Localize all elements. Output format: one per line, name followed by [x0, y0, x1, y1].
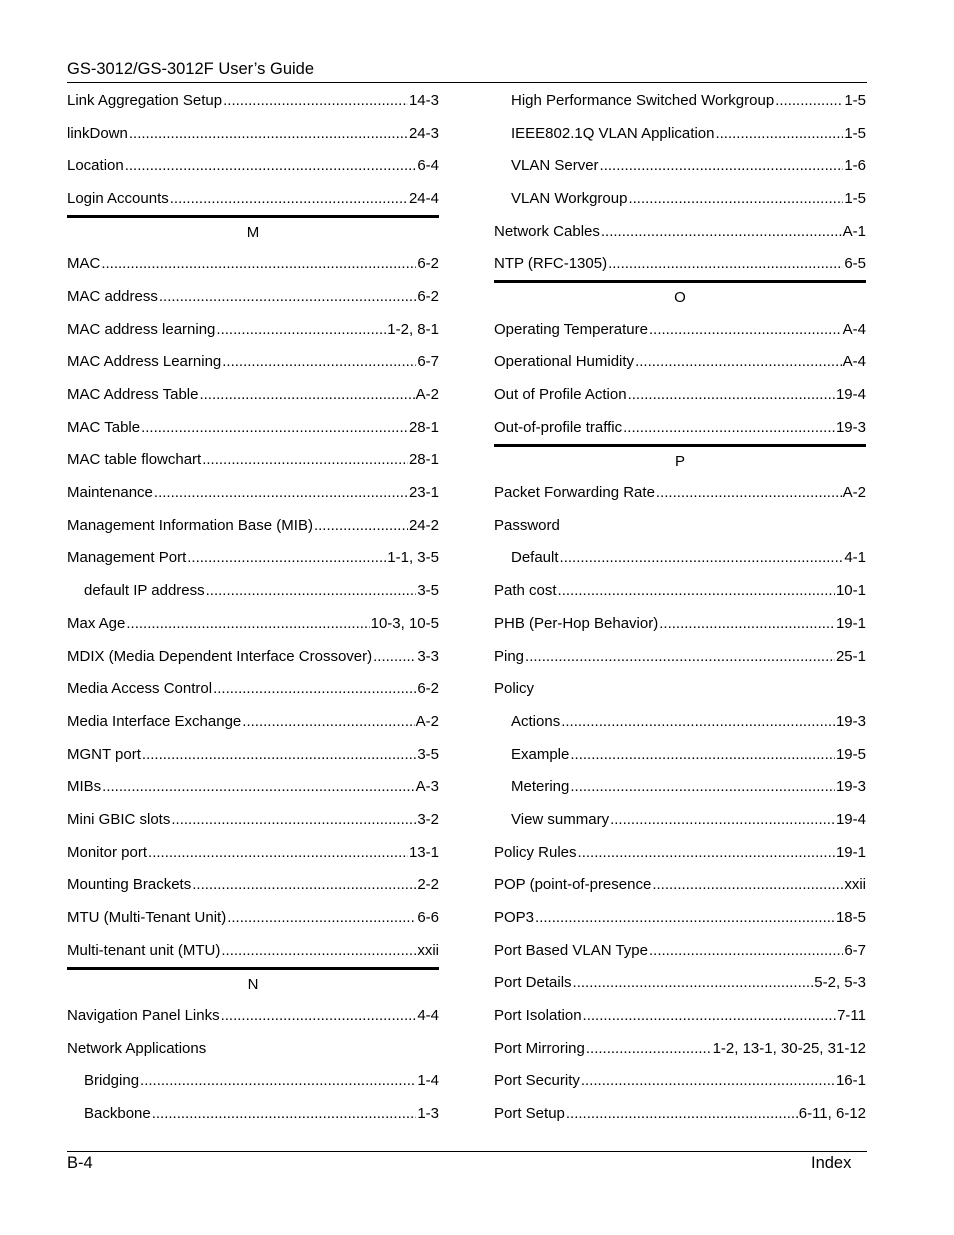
index-term: Maintenance: [67, 484, 153, 502]
index-term: PHB (Per-Hop Behavior): [494, 614, 659, 632]
dot-leader: [101, 255, 416, 272]
index-entry: [67, 672, 439, 705]
dot-leader: [125, 157, 417, 174]
index-entry: [67, 607, 439, 640]
dot-leader: [159, 288, 416, 305]
index-term: Management Port: [67, 549, 187, 567]
index-term: Link Aggregation Setup: [67, 91, 223, 109]
dot-leader: [652, 876, 843, 893]
index-page-reference: 1-6: [844, 157, 866, 175]
index-page-reference: 24-4: [408, 189, 439, 207]
index-subentry: [494, 182, 866, 215]
index-term: Policy Rules: [494, 843, 577, 861]
index-page-reference: 6-4: [417, 157, 439, 175]
index-term: VLAN Server: [511, 157, 599, 175]
index-entry: [67, 280, 439, 313]
dot-leader: [170, 190, 408, 207]
index-letter-heading: N: [67, 967, 439, 1000]
dot-leader: [171, 811, 416, 828]
index-page-reference: A-2: [415, 386, 439, 404]
dot-leader: [152, 1105, 417, 1122]
index-entry: [67, 84, 439, 117]
index-entry: [494, 215, 866, 248]
index-page-reference: A-2: [415, 712, 439, 730]
index-entry: [67, 901, 439, 934]
index-entry: [67, 411, 439, 444]
index-entry: [494, 1032, 866, 1065]
dot-leader: [608, 255, 843, 272]
dot-leader: [373, 648, 416, 665]
dot-leader: [154, 484, 408, 501]
index-page-reference: xxii: [417, 941, 439, 959]
index-page-reference: 6-6: [417, 909, 439, 927]
index-entry: [494, 836, 866, 869]
dot-leader: [628, 386, 835, 403]
index-term: Media Interface Exchange: [67, 712, 242, 730]
index-subentry: [494, 84, 866, 117]
index-term: MAC Address Learning: [67, 353, 222, 371]
index-subentry: [67, 1065, 439, 1098]
dot-leader: [628, 190, 843, 207]
index-term: Port Details: [494, 974, 572, 992]
index-term: MGNT port: [67, 745, 141, 763]
index-term: Out-of-profile traffic: [494, 418, 623, 436]
index-page-reference: 1-5: [844, 124, 866, 142]
dot-leader: [558, 582, 835, 599]
index-page-reference: 19-3: [835, 778, 866, 796]
index-letter-heading: P: [494, 444, 866, 477]
index-entry: [494, 967, 866, 1000]
index-page-reference: 1-3: [417, 1105, 439, 1123]
index-term: MDIX (Media Dependent Interface Crossover): [67, 647, 373, 665]
index-entry: [494, 346, 866, 379]
dot-leader: [525, 648, 835, 665]
index-entry: [67, 444, 439, 477]
index-entry: [494, 1097, 866, 1130]
dot-leader: [656, 484, 842, 501]
index-term: IEEE802.1Q VLAN Application: [511, 124, 715, 142]
index-entry: [67, 869, 439, 902]
index-column-left: [67, 84, 439, 1130]
index-term: Backbone: [84, 1105, 151, 1123]
index-subentry: [494, 149, 866, 182]
dot-leader: [221, 942, 416, 959]
index-page-reference: 1-4: [417, 1072, 439, 1090]
index-entry: [67, 247, 439, 280]
index-entry: [67, 999, 439, 1032]
index-term: Out of Profile Action: [494, 386, 627, 404]
index-term: Port Based VLAN Type: [494, 941, 648, 959]
index-subentry: [494, 542, 866, 575]
index-page-reference: 4-1: [844, 549, 866, 567]
index-term: MAC: [67, 255, 101, 273]
dot-leader: [775, 92, 843, 109]
index-entry: [494, 901, 866, 934]
index-term: Max Age: [67, 614, 126, 632]
index-term: Navigation Panel Links: [67, 1007, 220, 1025]
dot-leader: [242, 713, 414, 730]
index-term: NTP (RFC-1305): [494, 255, 608, 273]
index-page-reference: 3-3: [417, 647, 439, 665]
index-page-reference: 16-1: [835, 1072, 866, 1090]
index-entry: [67, 803, 439, 836]
index-page-reference: 7-11: [837, 1007, 866, 1025]
dot-leader: [222, 353, 416, 370]
index-entry: [494, 247, 866, 280]
index-entry: [494, 934, 866, 967]
dot-leader: [578, 844, 835, 861]
dot-leader: [586, 1040, 712, 1057]
index-page-reference: 10-3, 10-5: [370, 614, 439, 632]
index-term: Password: [494, 516, 560, 534]
index-entry: [67, 313, 439, 346]
index-entry: [67, 476, 439, 509]
index-entry: [67, 705, 439, 738]
dot-leader: [148, 844, 408, 861]
index-page-reference: 1-5: [844, 91, 866, 109]
index-entry: [494, 378, 866, 411]
index-term: Network Applications: [67, 1039, 207, 1057]
dot-leader: [560, 549, 844, 566]
index-page-reference: 6-7: [417, 353, 439, 371]
index-term: Ping: [494, 647, 525, 665]
index-letter-heading: M: [67, 215, 439, 248]
index-term: Path cost: [494, 582, 557, 600]
index-letter-heading: O: [494, 280, 866, 313]
dot-leader: [102, 778, 414, 795]
index-page-reference: 3-5: [417, 745, 439, 763]
footer-rule: [67, 1151, 867, 1152]
index-term: MAC Address Table: [67, 386, 199, 404]
index-page-reference: 4-4: [417, 1007, 439, 1025]
index-entry: [67, 738, 439, 771]
index-entry: [494, 869, 866, 902]
index-page-reference: 2-2: [417, 876, 439, 894]
index-entry: [67, 378, 439, 411]
index-subentry: [494, 803, 866, 836]
dot-leader: [601, 223, 842, 240]
dot-leader: [187, 549, 386, 566]
dot-leader: [561, 713, 835, 730]
index-page-reference: 1-1, 3-5: [387, 549, 439, 567]
index-subentry: [494, 705, 866, 738]
index-term: MAC table flowchart: [67, 451, 202, 469]
dot-leader: [142, 746, 416, 763]
index-entry: [67, 836, 439, 869]
dot-leader: [570, 778, 835, 795]
index-entry: [67, 509, 439, 542]
dot-leader: [126, 615, 369, 632]
index-term: Port Isolation: [494, 1007, 582, 1025]
dot-leader: [715, 125, 843, 142]
index-entry: [67, 117, 439, 150]
index-term: Multi-tenant unit (MTU): [67, 941, 221, 959]
index-term: Port Setup: [494, 1105, 565, 1123]
index-term: Bridging: [84, 1072, 140, 1090]
index-term: linkDown: [67, 124, 128, 142]
dot-leader: [314, 517, 408, 534]
dot-leader: [600, 157, 844, 174]
index-page-reference: 18-5: [835, 909, 866, 927]
index-subentry: [494, 770, 866, 803]
index-page-reference: 28-1: [408, 451, 439, 469]
dot-leader: [581, 1072, 835, 1089]
index-term: Monitor port: [67, 843, 148, 861]
index-entry: [494, 999, 866, 1032]
index-subentry: [494, 117, 866, 150]
dot-leader: [129, 125, 408, 142]
index-entry: [494, 476, 866, 509]
index-page-reference: 6-2: [417, 255, 439, 273]
index-page-reference: xxii: [844, 876, 866, 894]
index-term: MIBs: [67, 778, 102, 796]
index-entry: [494, 672, 866, 705]
index-subentry: [494, 738, 866, 771]
index-page-reference: A-2: [842, 484, 866, 502]
index-page-reference: 6-2: [417, 287, 439, 305]
page-number: B-4: [67, 1154, 93, 1172]
index-page-reference: 28-1: [408, 418, 439, 436]
dot-leader: [649, 321, 842, 338]
index-term: High Performance Switched Workgroup: [511, 91, 775, 109]
index-page-reference: 19-5: [835, 745, 866, 763]
document-title: GS-3012/GS-3012F User’s Guide: [67, 60, 315, 78]
index-page-reference: 3-5: [417, 582, 439, 600]
index-term: Metering: [511, 778, 570, 796]
index-term: Port Mirroring: [494, 1039, 585, 1057]
index-page-reference: A-4: [842, 320, 866, 338]
index-entry: [67, 182, 439, 215]
index-term: MAC Table: [67, 418, 141, 436]
index-entry: [67, 1032, 439, 1065]
index-page-reference: 25-1: [835, 647, 866, 665]
dot-leader: [649, 942, 843, 959]
index-entry: [67, 542, 439, 575]
index-page-reference: 24-3: [408, 124, 439, 142]
index-page-reference: A-4: [842, 353, 866, 371]
dot-leader: [535, 909, 835, 926]
index-page-reference: 1-2, 13-1, 30-25, 31-12: [712, 1039, 866, 1057]
index-term: Operational Humidity: [494, 353, 635, 371]
index-term: Actions: [511, 712, 561, 730]
index-term: Management Information Base (MIB): [67, 516, 313, 534]
dot-leader: [223, 92, 408, 109]
index-term: Mini GBIC slots: [67, 810, 171, 828]
index-entry: [67, 770, 439, 803]
index-page-reference: 19-1: [835, 843, 866, 861]
index-entry: [494, 411, 866, 444]
index-term: Location: [67, 157, 124, 175]
dot-leader: [202, 451, 408, 468]
dot-leader: [141, 419, 408, 436]
dot-leader: [635, 353, 842, 370]
index-page-reference: 19-4: [835, 810, 866, 828]
index-term: Port Security: [494, 1072, 580, 1090]
index-page-reference: 19-1: [835, 614, 866, 632]
index-page-reference: 19-4: [835, 386, 866, 404]
index-term: POP (point-of-presence: [494, 876, 652, 894]
index-page-reference: 23-1: [408, 484, 439, 502]
index-term: Operating Temperature: [494, 320, 648, 338]
index-term: default IP address: [84, 582, 205, 600]
index-page-reference: 6-5: [844, 255, 866, 273]
index-entry: [494, 1065, 866, 1098]
index-term: Packet Forwarding Rate: [494, 484, 655, 502]
index-page-reference: 1-2, 8-1: [387, 320, 439, 338]
index-term: MAC address: [67, 287, 158, 305]
dot-leader: [623, 419, 835, 436]
index-page-reference: 3-2: [417, 810, 439, 828]
index-page-reference: 6-7: [844, 941, 866, 959]
index-term: POP3: [494, 909, 535, 927]
index-entry: [494, 509, 866, 542]
index-term: Media Access Control: [67, 680, 213, 698]
dot-leader: [192, 876, 416, 893]
index-page-reference: 13-1: [408, 843, 439, 861]
dot-leader: [573, 974, 814, 991]
dot-leader: [216, 321, 386, 338]
index-page-reference: 6-2: [417, 680, 439, 698]
dot-leader: [659, 615, 835, 632]
dot-leader: [583, 1007, 837, 1024]
dot-leader: [213, 680, 416, 697]
dot-leader: [221, 1007, 417, 1024]
index-term: View summary: [511, 810, 610, 828]
index-page-reference: A-1: [842, 222, 866, 240]
index-entry: [494, 313, 866, 346]
index-page-reference: A-3: [415, 778, 439, 796]
index-term: Mounting Brackets: [67, 876, 192, 894]
dot-leader: [610, 811, 835, 828]
dot-leader: [570, 746, 835, 763]
index-term: Policy: [494, 680, 535, 698]
index-term: VLAN Workgroup: [511, 189, 628, 207]
index-entry: [494, 574, 866, 607]
index-page-reference: 1-5: [844, 189, 866, 207]
index-page-reference: 19-3: [835, 418, 866, 436]
index-page-reference: 5-2, 5-3: [814, 974, 866, 992]
index-column-right: [494, 84, 866, 1130]
index-page-reference: 10-1: [835, 582, 866, 600]
index-entry: [494, 607, 866, 640]
index-page-reference: 19-3: [835, 712, 866, 730]
dot-leader: [199, 386, 414, 403]
header-rule: [67, 82, 867, 83]
index-term: MAC address learning: [67, 320, 216, 338]
index-term: Default: [511, 549, 559, 567]
index-entry: [494, 640, 866, 673]
dot-leader: [227, 909, 416, 926]
index-term: MTU (Multi-Tenant Unit): [67, 909, 227, 927]
index-page-reference: 14-3: [408, 91, 439, 109]
dot-leader: [140, 1072, 416, 1089]
index-entry: [67, 149, 439, 182]
index-term: Login Accounts: [67, 189, 169, 207]
index-subentry: [67, 574, 439, 607]
index-entry: [67, 640, 439, 673]
index-page-reference: 6-11, 6-12: [798, 1105, 866, 1123]
index-entry: [67, 934, 439, 967]
dot-leader: [566, 1105, 798, 1122]
index-term: Network Cables: [494, 222, 600, 240]
index-term: Example: [511, 745, 570, 763]
section-name: Index: [811, 1154, 852, 1172]
dot-leader: [206, 582, 417, 599]
index-page-reference: 24-2: [408, 516, 439, 534]
index-subentry: [67, 1097, 439, 1130]
index-entry: [67, 346, 439, 379]
